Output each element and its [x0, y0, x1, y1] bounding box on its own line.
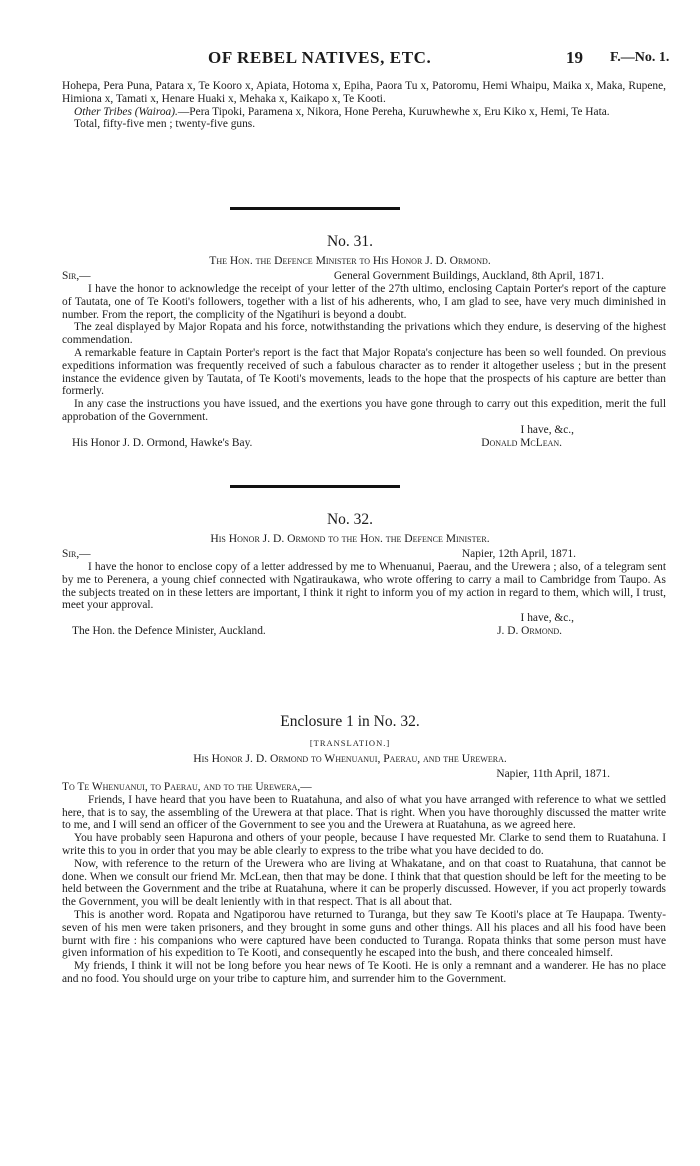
section-divider — [230, 207, 400, 210]
letter-32-heading: No. 32. — [326, 511, 374, 528]
enclosure-place-date: Napier, 11th April, 1871. — [496, 768, 610, 780]
letter-32-body — [62, 548, 666, 638]
enclosure-paragraph-3: Now, with reference to the return of the Urewera who are living at Whakatane, and on that coast to Ruatahuna, that cannot be done. When we consult our friend Mr. McLean, then that may be done. I think that that question should be left for the meeting to be held between the Government and the tribe at Ruatahuna, where it can be properly discussed. However, if you act properly towards the Government, you will be dealt leniently with in that respect. That is all about that. — [62, 857, 666, 909]
letter-32-addressee: The Hon. the Defence Minister, Auckland. — [72, 625, 266, 638]
letter-32-signature-row — [62, 625, 666, 638]
letter-32-subheading: His Honor J. D. Ormond to the Hon. the Defence Minister. — [210, 532, 490, 545]
letter-31-paragraph-2: The zeal displayed by Major Ropata and his force, notwithstanding the privations which they endure, is deserving of the highest commendation. — [62, 321, 666, 347]
letter-32-paragraph-1: I have the honor to enclose copy of a letter addressed by me to Whenuanui, Paerau, and the Urewera ; also, of a telegram sent by me to Perenera, a young chief connected with Ngatiraukawa, who wrote offering to carry a mail to Cambridge from Taupo. As the subjects treated on in these letters are important, I think it right to inform you of my action in regard to them, which will, I trust, meet your approval. — [62, 561, 666, 612]
translation-tag: [TRANSLATION.] — [309, 738, 391, 748]
names-list-section — [62, 80, 666, 131]
letter-31-paragraph-3: A remarkable feature in Captain Porter's report is the fact that Major Ropata's conjecture has been so well founded. On previous expeditions information was frequently received of such a fabulous character as to render it altogether useless ; but in the present instance the evidence given by Tautata, of Te Kooti's movements, leads to the hope that the prospects of his capture are better than formerly. — [62, 346, 666, 398]
enclosure-date-row — [62, 768, 666, 781]
letter-31-closing-row — [62, 424, 666, 437]
letter-32-place-date: Napier, 12th April, 1871. — [461, 548, 576, 560]
letter-31-paragraph-4: In any case the instructions you have issued, and the exertions you have gone through to carry out this expedition, merit the full approbation of the Government. — [62, 398, 666, 423]
letter-32-salutation: Sir,— — [62, 548, 91, 560]
total-line: Total, fifty-five men ; twenty-five guns. — [74, 118, 256, 131]
letter-31-closing: I have, &c., — [520, 423, 574, 436]
other-tribes-names: —Pera Tipoki, Paramena x, Nikora, Hone Pereha, Kuruwhewhe x, Eru Kiko x, Hemi, Te Hata. — [177, 105, 610, 118]
enclosure-paragraph-1: Friends, I have heard that you have been to Ruatahuna, and also of what you have arranged with reference to what we settled here, that is to say, the assembling of the Urewera at that place. That is right. When you have thoroughly discussed the matter write to me, and I will send an officer of the Government to see you and the Urewera at Ruatahuna, as we agreed here. — [62, 793, 666, 832]
letter-31-heading: No. 31. — [326, 233, 374, 250]
document-reference: F.—No. 1. — [610, 50, 670, 65]
letter-32-signature: J. D. Ormond. — [497, 625, 562, 638]
letter-31-place-date: General Government Buildings, Auckland, 8th April, 1871. — [333, 270, 604, 282]
enclosure-subheading: His Honor J. D. Ormond to Whenuanui, Paerau, and the Urewera. — [193, 752, 507, 765]
section-divider — [230, 485, 400, 488]
other-tribes-label: Other Tribes (Wairoa). — [74, 105, 178, 118]
letter-31-signature: Donald McLean. — [481, 436, 562, 449]
enclosure-salutation: To Te Whenuanui, to Paerau, and to the Urewera,— — [62, 781, 312, 793]
letter-32-salutation-row — [62, 548, 666, 561]
letter-31-paragraph-1: I have the honor to acknowledge the receipt of your letter of the 27th ultimo, enclosing Captain Porter's report of the capture of Tautata, one of Te Kooti's followers, together with a list of his adherents, who, I am glad to see, have very much diminished in number. From the report, the complicity of the Ngatihuri is beyond a doubt. — [62, 283, 666, 321]
running-header — [0, 48, 700, 70]
letter-31-subheading: The Hon. the Defence Minister to His Honor J. D. Ormond. — [209, 254, 491, 267]
names-paragraph: Hohepa, Pera Puna, Patara x, Te Kooro x, Apiata, Hotoma x, Epiha, Paora Tu x, Patoromu, Hemi Whaipu, Maika x, Maka, Rupene, Himiona x, Tamati x, Henare Huaki x, Mehaka x, Kaikapo x, Te Kooti. — [62, 80, 666, 105]
enclosure-paragraph-2: You have probably seen Hapurona and others of your people, because I have requested Mr. Clarke to send them to Ruatahuna. I write this to you in order that you may be able clearly to express to the tribe what you have decided to do. — [62, 832, 666, 857]
enclosure-body — [62, 768, 666, 986]
enclosure-paragraph-5: My friends, I think it will not be long before you hear news of Te Kooti. He is only a remnant and a wanderer. He has no place and no food. You should urge on your tribe to capture him, and surrender him to the Government. — [62, 960, 666, 985]
enclosure-paragraph-4: This is another word. Ropata and Ngatiporou have returned to Turanga, but they saw Te Kooti's place at Te Haupapa. Twenty-seven of his men were taken prisoners, and they brought in some guns and other things. All his places and all his food have been burnt with fire : his companions who were captured have been conducted to Turanga. Ropata thinks that some person must have given information of his expedition to Te Kooti, and consequently he escaped into the bush, and there concealed himself. — [62, 908, 666, 960]
header-title: OF REBEL NATIVES, ETC. — [208, 48, 432, 67]
letter-31-signature-row — [62, 437, 666, 450]
letter-31-addressee: His Honor J. D. Ormond, Hawke's Bay. — [72, 436, 253, 449]
letter-32-closing: I have, &c., — [520, 612, 574, 625]
letter-31-salutation: Sir,— — [62, 270, 91, 282]
letter-31-body — [62, 270, 666, 450]
letter-32-closing-row — [62, 612, 666, 625]
letter-31-salutation-row — [62, 270, 666, 283]
page-number: 19 — [566, 48, 583, 67]
other-tribes-paragraph — [62, 106, 666, 119]
enclosure-heading: Enclosure 1 in No. 32. — [280, 713, 420, 730]
